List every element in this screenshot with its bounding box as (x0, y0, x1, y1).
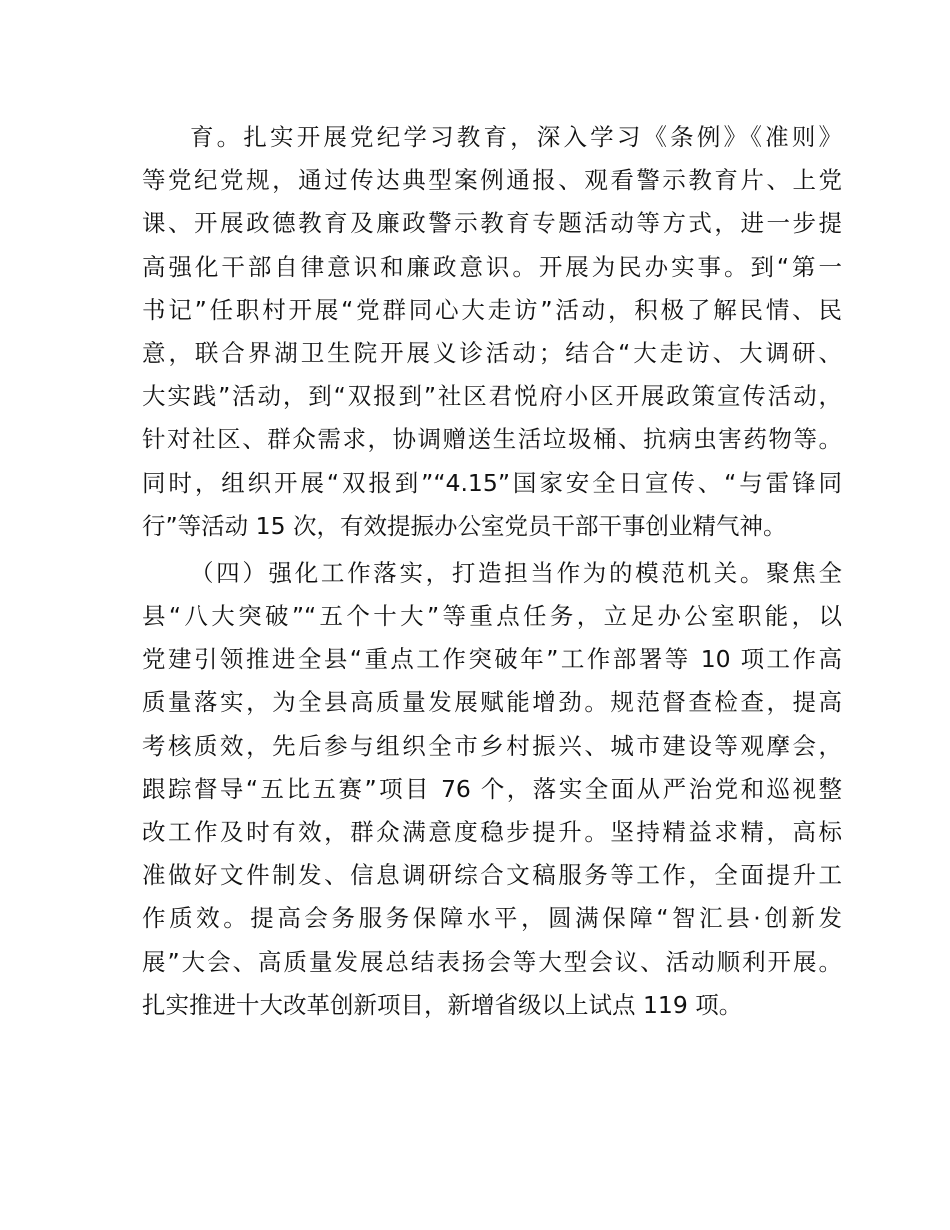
text-line: 行”等活动 15 次，有效提振办公室党员干部干事创业精气神。 (142, 511, 787, 540)
text-line: 书记”任职村开展“党群同心大走访”活动，积极了解民情、民 (142, 295, 842, 324)
text-line: 育。扎实开展党纪学习教育，深入学习《条例》《准则》 (190, 123, 842, 151)
paragraph-2 (142, 552, 842, 1027)
document-body (142, 116, 842, 1027)
text-line: 高强化干部自律意识和廉政意识。开展为民办实事。到“第一 (142, 252, 842, 281)
text-line: 作质效。提高会务服务保障水平，圆满保障“智汇县·创新发 (142, 904, 842, 933)
text-line: 课、开展政德教育及廉政警示教育专题活动等方式，进一步提 (142, 209, 842, 238)
text-line: 展”大会、高质量发展总结表扬会等大型会议、活动顺利开展。 (142, 947, 842, 976)
text-line: 党建引领推进全县“重点工作突破年”工作部署等 10 项工作高 (142, 645, 842, 674)
text-line: 准做好文件制发、信息调研综合文稿服务等工作，全面提升工 (142, 861, 842, 890)
text-line: 针对社区、群众需求，协调赠送生活垃圾桶、抗病虫害药物等。 (142, 425, 842, 454)
text-line: （四）强化工作落实，打造担当作为的模范机关。聚焦全 (190, 558, 842, 587)
text-line: 意，联合界湖卫生院开展义诊活动；结合“大走访、大调研、 (142, 338, 842, 367)
text-line: 改工作及时有效，群众满意度稳步提升。坚持精益求精，高标 (142, 818, 842, 846)
text-line: 质量落实，为全县高质量发展赋能增劲。规范督查检查，提高 (142, 688, 842, 717)
text-line: 同时，组织开展“双报到”“4.15”国家安全日宣传、“与雷锋同 (142, 468, 842, 497)
text-line: 大实践”活动，到“双报到”社区君悦府小区开展政策宣传活动， (142, 382, 842, 411)
text-line: 等党纪党规，通过传达典型案例通报、观看警示教育片、上党 (142, 166, 842, 195)
text-line: 扎实推进十大改革创新项目，新增省级以上试点 119 项。 (142, 990, 743, 1019)
text-line: 考核质效，先后参与组织全市乡村振兴、城市建设等观摩会， (142, 731, 842, 760)
paragraph-1 (142, 116, 842, 548)
text-line: 县“八大突破”“五个十大”等重点任务，立足办公室职能，以 (142, 602, 842, 631)
text-line: 跟踪督导“五比五赛”项目 76 个，落实全面从严治党和巡视整 (142, 774, 842, 803)
